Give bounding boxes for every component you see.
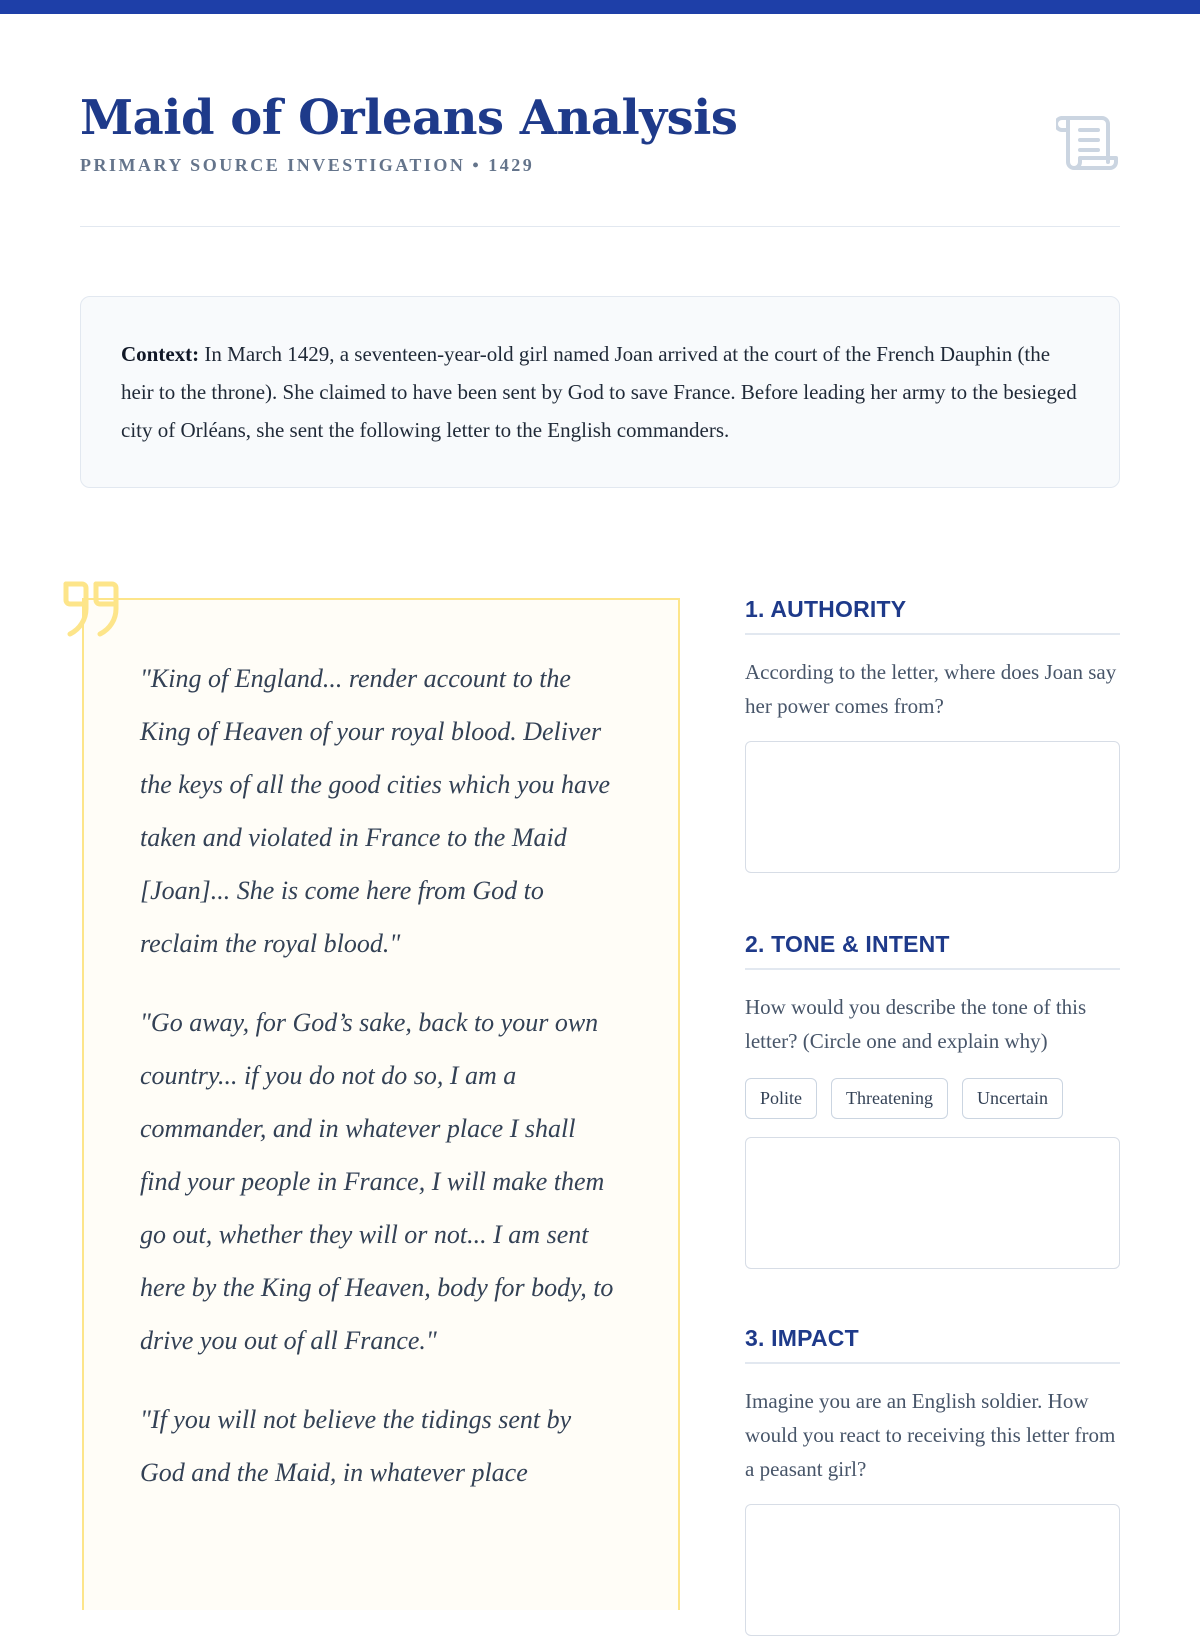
question-prompt: How would you describe the tone of this letter? (Circle one and explain why) <box>745 995 1087 1053</box>
quote-paragraph: "Go away, for God’s sake, back to your own country... if you do not do so, I am a commander, and in whatever place I shall find your people in France, I will make them go out, whether they will or not... I am sent here by the King of Heaven, body for body, to drive you out of all France." <box>140 1008 614 1355</box>
question-heading: 1. AUTHORITY <box>745 596 1120 635</box>
question-impact <box>745 1325 1120 1636</box>
primary-source-quote <box>82 598 680 1610</box>
question-heading: 3. IMPACT <box>745 1325 1120 1364</box>
questions-column <box>745 596 1120 1636</box>
answer-box-authority[interactable] <box>745 741 1120 873</box>
choice-polite[interactable]: Polite <box>745 1078 817 1119</box>
context-label: Context: <box>121 342 200 366</box>
context-text: In March 1429, a seventeen-year-old girl named Joan arrived at the court of the French Dauphin (the heir to the throne). She claimed to have been sent by God to save France. Before leading her army to the besieged city of Orléans, she sent the following letter to the English commanders. <box>121 342 1077 442</box>
scroll-icon <box>1056 110 1120 174</box>
quotation-mark-icon <box>60 578 122 640</box>
tone-choices <box>745 1078 1120 1119</box>
answer-box-impact[interactable] <box>745 1504 1120 1636</box>
choice-uncertain[interactable]: Uncertain <box>962 1078 1063 1119</box>
question-heading: 2. TONE & INTENT <box>745 931 1120 970</box>
question-prompt: According to the letter, where does Joan say her power comes from? <box>745 660 1117 718</box>
quote-paragraph: "King of England... render account to the King of Heaven of your royal blood. Deliver the keys of all the good cities which you have taken and violated in France to the Maid [Joan]... She is come here from God to reclaim the royal blood." <box>140 664 611 958</box>
page-title: Maid of Orleans Analysis <box>80 90 738 146</box>
question-prompt: Imagine you are an English soldier. How would you react to receiving this letter from a peasant girl? <box>745 1389 1116 1481</box>
quote-paragraph: "If you will not believe the tidings sent by God and the Maid, in whatever place <box>140 1405 572 1487</box>
answer-box-tone[interactable] <box>745 1137 1120 1269</box>
context-box <box>80 296 1120 488</box>
question-tone-intent <box>745 931 1120 1269</box>
page-header <box>80 92 1120 176</box>
page-subtitle: PRIMARY SOURCE INVESTIGATION • 1429 <box>80 154 535 175</box>
header-divider <box>80 226 1120 227</box>
choice-threatening[interactable]: Threatening <box>831 1078 948 1119</box>
question-authority <box>745 596 1120 873</box>
top-accent-bar <box>0 0 1200 14</box>
